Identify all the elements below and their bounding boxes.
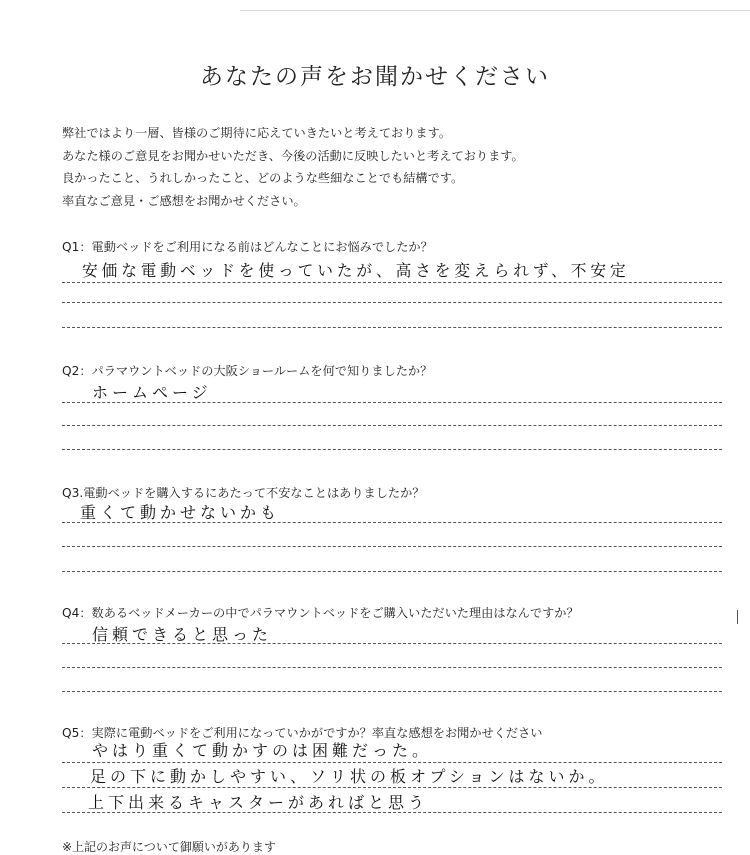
handwritten-answer: ホームページ — [92, 383, 212, 402]
handwritten-answer: 重くて動かせないかも — [80, 503, 281, 522]
margin-mark — [737, 610, 738, 624]
question-label: Q5：実際に電動ベッドをご利用になっていかがですか？率直な感想をお聞かせください — [62, 726, 543, 740]
answer-line — [62, 522, 722, 523]
intro-line: 弊社ではより一層、皆様のご期待に応えていきたいと考えております。 — [62, 126, 452, 140]
handwritten-answer: 上下出来るキャスターがあればと思う — [88, 793, 429, 812]
intro-line: 率直なご意見・ご感想をお聞かせください。 — [62, 193, 306, 208]
answer-line — [62, 282, 722, 283]
handwritten-answer: 信頼できると思った — [92, 625, 273, 644]
question-label: Q2：パラマウントベッドの大阪ショールームを何で知りましたか？ — [62, 364, 433, 378]
scan-edge-line — [240, 10, 750, 11]
page-title: あなたの声をお聞かせください — [200, 64, 550, 90]
handwritten-answer: 安価な電動ベッドを使っていたが、高さを変えられず、不安定 — [82, 261, 630, 280]
answer-line — [62, 691, 722, 692]
answer-line — [62, 546, 722, 547]
answer-line — [62, 812, 722, 813]
answer-line — [62, 667, 722, 668]
intro-line: 良かったこと、うれしかったこと、どのような些細なことでも結構です。 — [62, 171, 464, 185]
answer-line — [62, 787, 722, 788]
question-label: Q1：電動ベッドをご利用になる前はどんなことにお悩みでしたか？ — [62, 240, 433, 254]
question-label: Q3.電動ベッドを購入するにあたって不安なことはありましたか？ — [62, 486, 425, 500]
answer-line — [62, 571, 722, 572]
footer-note: ※上記のお声について御願いがあります — [62, 840, 276, 854]
answer-line — [62, 643, 722, 644]
intro-line: あなた様のご意見をお聞かせいただき、今後の活動に反映したいと考えております。 — [62, 148, 524, 163]
answer-line — [62, 762, 722, 763]
answer-line — [62, 302, 722, 303]
handwritten-answer: 足の下に動かしやすい、ソリ状の板オプションはないか。 — [90, 767, 609, 786]
answer-line — [62, 402, 722, 403]
question-label: Q4：数あるベッドメーカーの中でパラマウントベッドをご購入いただいた理由はなんですか？ — [62, 606, 579, 620]
answer-line — [62, 449, 722, 450]
handwritten-answer: やはり重くて動かすのは困難だった。 — [92, 741, 433, 760]
intro-text — [62, 122, 524, 212]
answer-line — [62, 327, 722, 328]
answer-line — [62, 425, 722, 426]
